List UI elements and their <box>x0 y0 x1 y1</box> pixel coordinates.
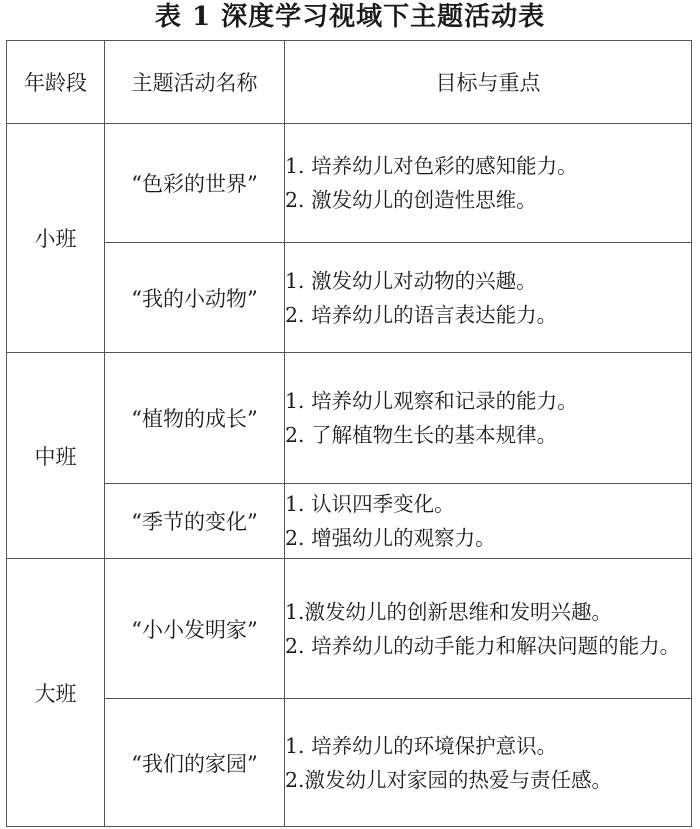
activity-table <box>6 40 692 827</box>
goal-line: 1. 培养幼儿对色彩的感知能力。 <box>285 154 578 178</box>
activity-cell: “我们的家园” <box>105 699 285 827</box>
goal-line: 1. 培养幼儿的环境保护意识。 <box>285 733 558 758</box>
goals-cell <box>285 559 692 699</box>
table-row <box>7 699 692 827</box>
goal-line: 2. 增强幼儿的观察力。 <box>285 526 496 550</box>
goals-cell <box>285 124 692 243</box>
goals-cell <box>285 353 692 484</box>
goal-line: 2.激发幼儿对家园的热爱与责任感。 <box>285 767 613 792</box>
activity-cell: “我的小动物” <box>105 243 285 353</box>
activity-cell: “植物的成长” <box>105 353 285 484</box>
goal-line: 1. 认识四季变化。 <box>285 492 455 516</box>
goal-line: 2. 激发幼儿的创造性思维。 <box>285 188 537 212</box>
activity-cell: “色彩的世界” <box>105 124 285 243</box>
goal-line: 1. 激发幼儿对动物的兴趣。 <box>285 268 537 293</box>
goals-cell <box>285 484 692 559</box>
activity-cell: “小小发明家” <box>105 559 285 699</box>
goal-line: 1.激发幼儿的创新思维和发明兴趣。 <box>285 599 613 624</box>
table-row <box>7 243 692 353</box>
table-row <box>7 124 692 243</box>
header-row <box>7 41 692 124</box>
header-grade: 年龄段 <box>7 41 105 124</box>
table-title: 表 1 深度学习视域下主题活动表 <box>154 2 546 32</box>
goal-line: 2. 培养幼儿的动手能力和解决问题的能力。 <box>285 633 681 658</box>
goals-cell <box>285 243 692 353</box>
grade-cell: 中班 <box>7 353 105 559</box>
grade-cell: 大班 <box>7 559 105 827</box>
goal-line: 1. 培养幼儿观察和记录的能力。 <box>285 389 578 413</box>
goal-line: 2. 了解植物生长的基本规律。 <box>285 423 558 447</box>
grade-cell: 小班 <box>7 124 105 353</box>
goal-line: 2. 培养幼儿的语言表达能力。 <box>285 302 558 327</box>
activity-cell: “季节的变化” <box>105 484 285 559</box>
header-activity: 主题活动名称 <box>105 41 285 124</box>
table-row <box>7 484 692 559</box>
goals-cell <box>285 699 692 827</box>
table-row <box>7 559 692 699</box>
header-goals: 目标与重点 <box>285 41 692 124</box>
table-row <box>7 353 692 484</box>
